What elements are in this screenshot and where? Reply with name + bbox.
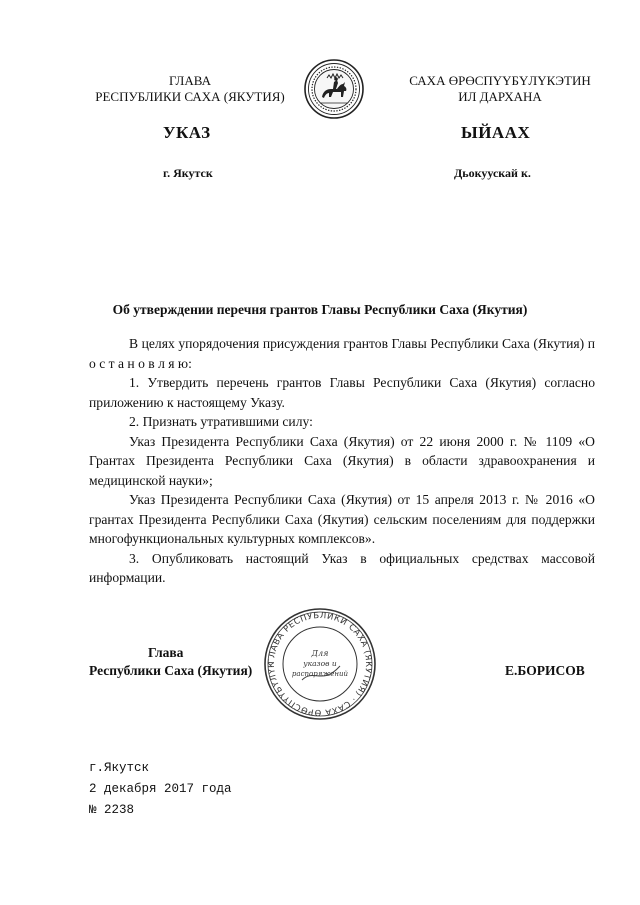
document-body (89, 334, 595, 588)
official-stamp (262, 606, 378, 722)
signature-title-line2: Республики Саха (Якутия) (89, 663, 253, 678)
footer-city: г.Якутск (89, 761, 150, 775)
body-paragraph: 1. Утвердить перечень грантов Главы Республики Саха (Якутия) согласно приложению к настоящему Указу. (89, 375, 595, 410)
body-paragraph: В целях упорядочения присуждения грантов Главы Республики Саха (Якутия) п о с т а н о в л я ю: (89, 336, 595, 371)
footer-number: № 2238 (89, 803, 135, 817)
header-right-line1: САХА ӨРӨСПҮҮБҮЛҮКЭТИН (409, 73, 591, 88)
signature-title-line1: Глава (148, 645, 184, 660)
document-title: Об утверждении перечня грантов Главы Республики Саха (Якутия) (112, 302, 528, 317)
header-right-line2: ИЛ ДАРХАНА (458, 89, 542, 104)
doc-type-ru: УКАЗ (163, 123, 211, 142)
stamp-ring-text: ГЛАВА РЕСПУБЛИКИ САХА (ЯКУТИЯ) · САХА ӨРӨСПҮҮБҮЛҮК (265, 609, 375, 719)
document-footer (89, 758, 232, 821)
footer-date: 2 декабря 2017 года (89, 782, 232, 796)
body-paragraph: 3. Опубликовать настоящий Указ в официальных средствах массовой информации. (89, 550, 595, 585)
body-paragraph: 2. Признать утратившими силу: (129, 414, 313, 429)
header-left (70, 73, 310, 105)
city-ru: г. Якутск (163, 166, 213, 180)
stamp-center-line1: Для (311, 649, 329, 658)
stamp-center-line2: указов и (303, 659, 337, 668)
signatory-name: Е.БОРИСОВ (505, 663, 585, 678)
body-paragraph: Указ Президента Республики Саха (Якутия) от 22 июня 2000 г. № 1109 «О Грантах Президента Республики Саха (Якутия) в области здравоохранения и медицинской науки»; (89, 433, 595, 488)
body-paragraph: Указ Президента Республики Саха (Якутия) от 15 апреля 2013 г. № 2016 «О грантах Президента Республики Саха (Якутия) сельским поселениям для поддержки многофункциональных культурных комплексов». (89, 492, 595, 546)
city-sah: Дьокуускай к. (454, 166, 531, 180)
header-left-line2: РЕСПУБЛИКИ САХА (ЯКУТИЯ) (95, 89, 285, 104)
header-left-line1: ГЛАВА (169, 73, 211, 88)
coat-of-arms-emblem (303, 58, 365, 120)
stamp-center-line3: распоряжений (291, 670, 349, 678)
doc-type-sah: ЫЙААХ (461, 123, 531, 142)
header-right (380, 73, 620, 105)
